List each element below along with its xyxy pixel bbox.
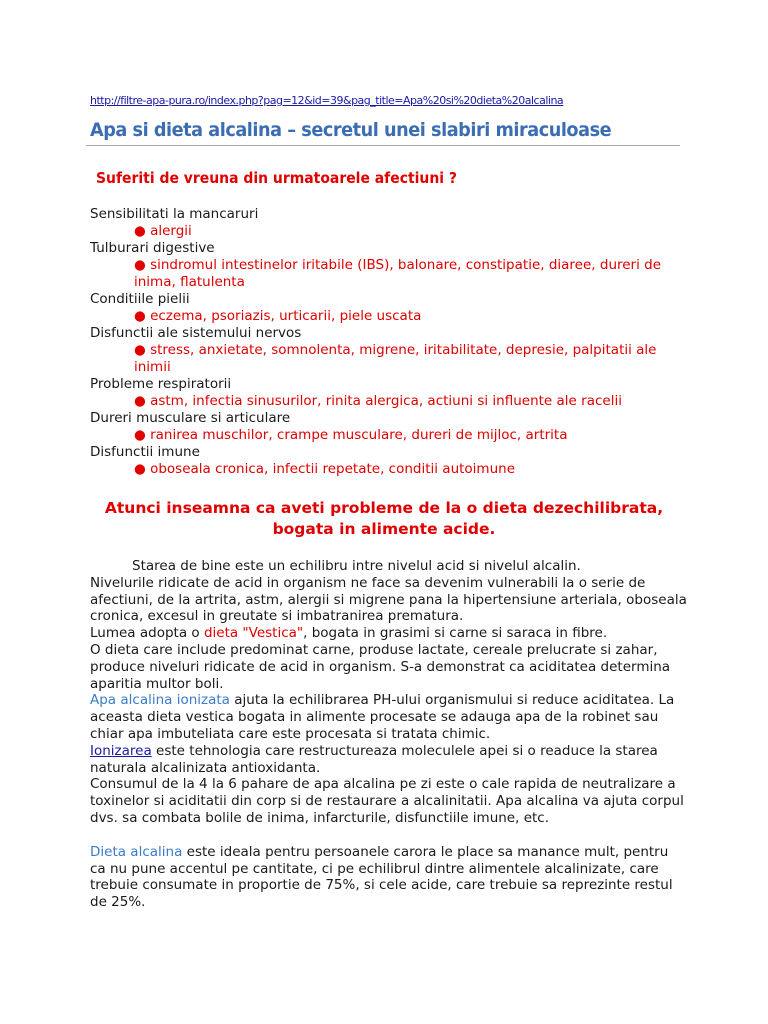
affliction-symptoms: ● alergii [134, 223, 192, 239]
affliction-category: Sensibilitati la mancaruri [90, 206, 259, 222]
paragraph-text: este ideala pentru persoanele carora le place sa manance mult, pentru ca nu pune accentul pe cantitate, ci pe echilibrul dintre alimentele alcalinizate, care trebuie consumate in proportie de 75%, si cele acide, care trebuie sa reprezinte restul de 25%. [90, 843, 673, 911]
afflictions-list [90, 206, 690, 478]
affliction-symptoms: ● ranirea muschilor, crampe musculare, dureri de mijloc, artrita [134, 427, 568, 443]
ionization-link[interactable]: Ionizarea [90, 742, 152, 759]
paragraph-diet-description: O dieta care include predominat carne, produse lactate, cereale prelucrate si zahar, produce niveluri ridicate de acid in organism. S-a demonstrat ca aciditatea determina aparitia multor boli. [90, 641, 671, 692]
paragraph-text: ajuta la echilibrarea PH-ului organismului si reduce aciditatea. La aceasta dieta vestica bogata in alimente procesate se adauga apa de la robinet sau chiar apa imbuteliata care este procesata si tratata chimic. [90, 692, 675, 742]
source-url-link[interactable]: http://filtre-apa-pura.ro/index.php?pag=12&id=39&pag_title=Apa%20si%20dieta%20alcalina [90, 94, 564, 107]
paragraph-ionization [90, 743, 688, 777]
affliction-symptoms: ● oboseala cronica, infectii repetate, conditii autoimune [134, 461, 516, 477]
paragraph-western-diet [90, 625, 688, 642]
paragraph-spacer [90, 827, 688, 844]
paragraph-text: , bogata in grasimi si carne si saraca in fibre. [303, 625, 608, 642]
paragraph-text: Lumea adopta o [90, 625, 204, 642]
paragraph-ionized-water [90, 692, 688, 742]
question-heading: Suferiti de vreuna din urmatoarele afectiuni ? [96, 169, 458, 187]
affliction-category: Conditiile pielii [90, 291, 190, 307]
ionized-water-link[interactable]: Apa alcalina ionizata [90, 692, 230, 709]
article-body [90, 558, 688, 911]
affliction-category: Probleme respiratorii [90, 376, 232, 392]
conclusion-heading: Atunci inseamna ca aveti probleme de la o dieta dezechilibrata, bogata in alimente acide. [104, 499, 664, 538]
paragraph-alkaline-diet [90, 844, 688, 911]
affliction-symptoms: ● stress, anxietate, somnolenta, migrene, iritabilitate, depresie, palpitatii ale inimii [134, 342, 657, 375]
affliction-symptoms: ● eczema, psoriazis, urticarii, piele uscata [134, 308, 422, 324]
paragraph-text: este tehnologia care restructureaza moleculele apei si o readuce la starea naturala alcalinizata antioxidanta. [90, 742, 658, 776]
paragraph-consumption: Consumul de la 4 la 6 pahare de apa alcalina pe zi este o cale rapida de neutralizare a toxinelor si aciditatii din corp si de restaurare a alcalinitatii. Apa alcalina va ajuta corpul dvs. sa combata bolile de inima, infarcturile, disfunctiile imune, etc. [90, 776, 684, 826]
affliction-category: Disfunctii ale sistemului nervos [90, 325, 302, 341]
paragraph-balance: Starea de bine este un echilibru intre nivelul acid si nivelul alcalin. [132, 558, 581, 574]
alkaline-diet-link[interactable]: Dieta alcalina [90, 843, 183, 860]
affliction-symptoms: ● sindromul intestinelor iritabile (IBS), balonare, constipatie, diaree, dureri de inima, flatulenta [134, 257, 662, 290]
title-divider [86, 145, 680, 146]
page-title: Apa si dieta alcalina – secretul unei slabiri miraculoase [90, 119, 612, 141]
affliction-category: Dureri musculare si articulare [90, 410, 291, 426]
affliction-category: Disfunctii imune [90, 444, 200, 460]
affliction-symptoms: ● astm, infectia sinusurilor, rinita alergica, actiuni si influente ale racelii [134, 393, 622, 409]
paragraph-acid-levels: Nivelurile ridicate de acid in organism ne face sa devenim vulnerabili la o serie de afectiuni, de la artrita, astm, alergii si migrene pana la hipertensiune arteriala, oboseala cronica, excesul in greutate si imbatranirea prematura. [90, 574, 687, 625]
western-diet-highlight: dieta "Vestica" [203, 625, 304, 642]
affliction-category: Tulburari digestive [90, 240, 215, 256]
